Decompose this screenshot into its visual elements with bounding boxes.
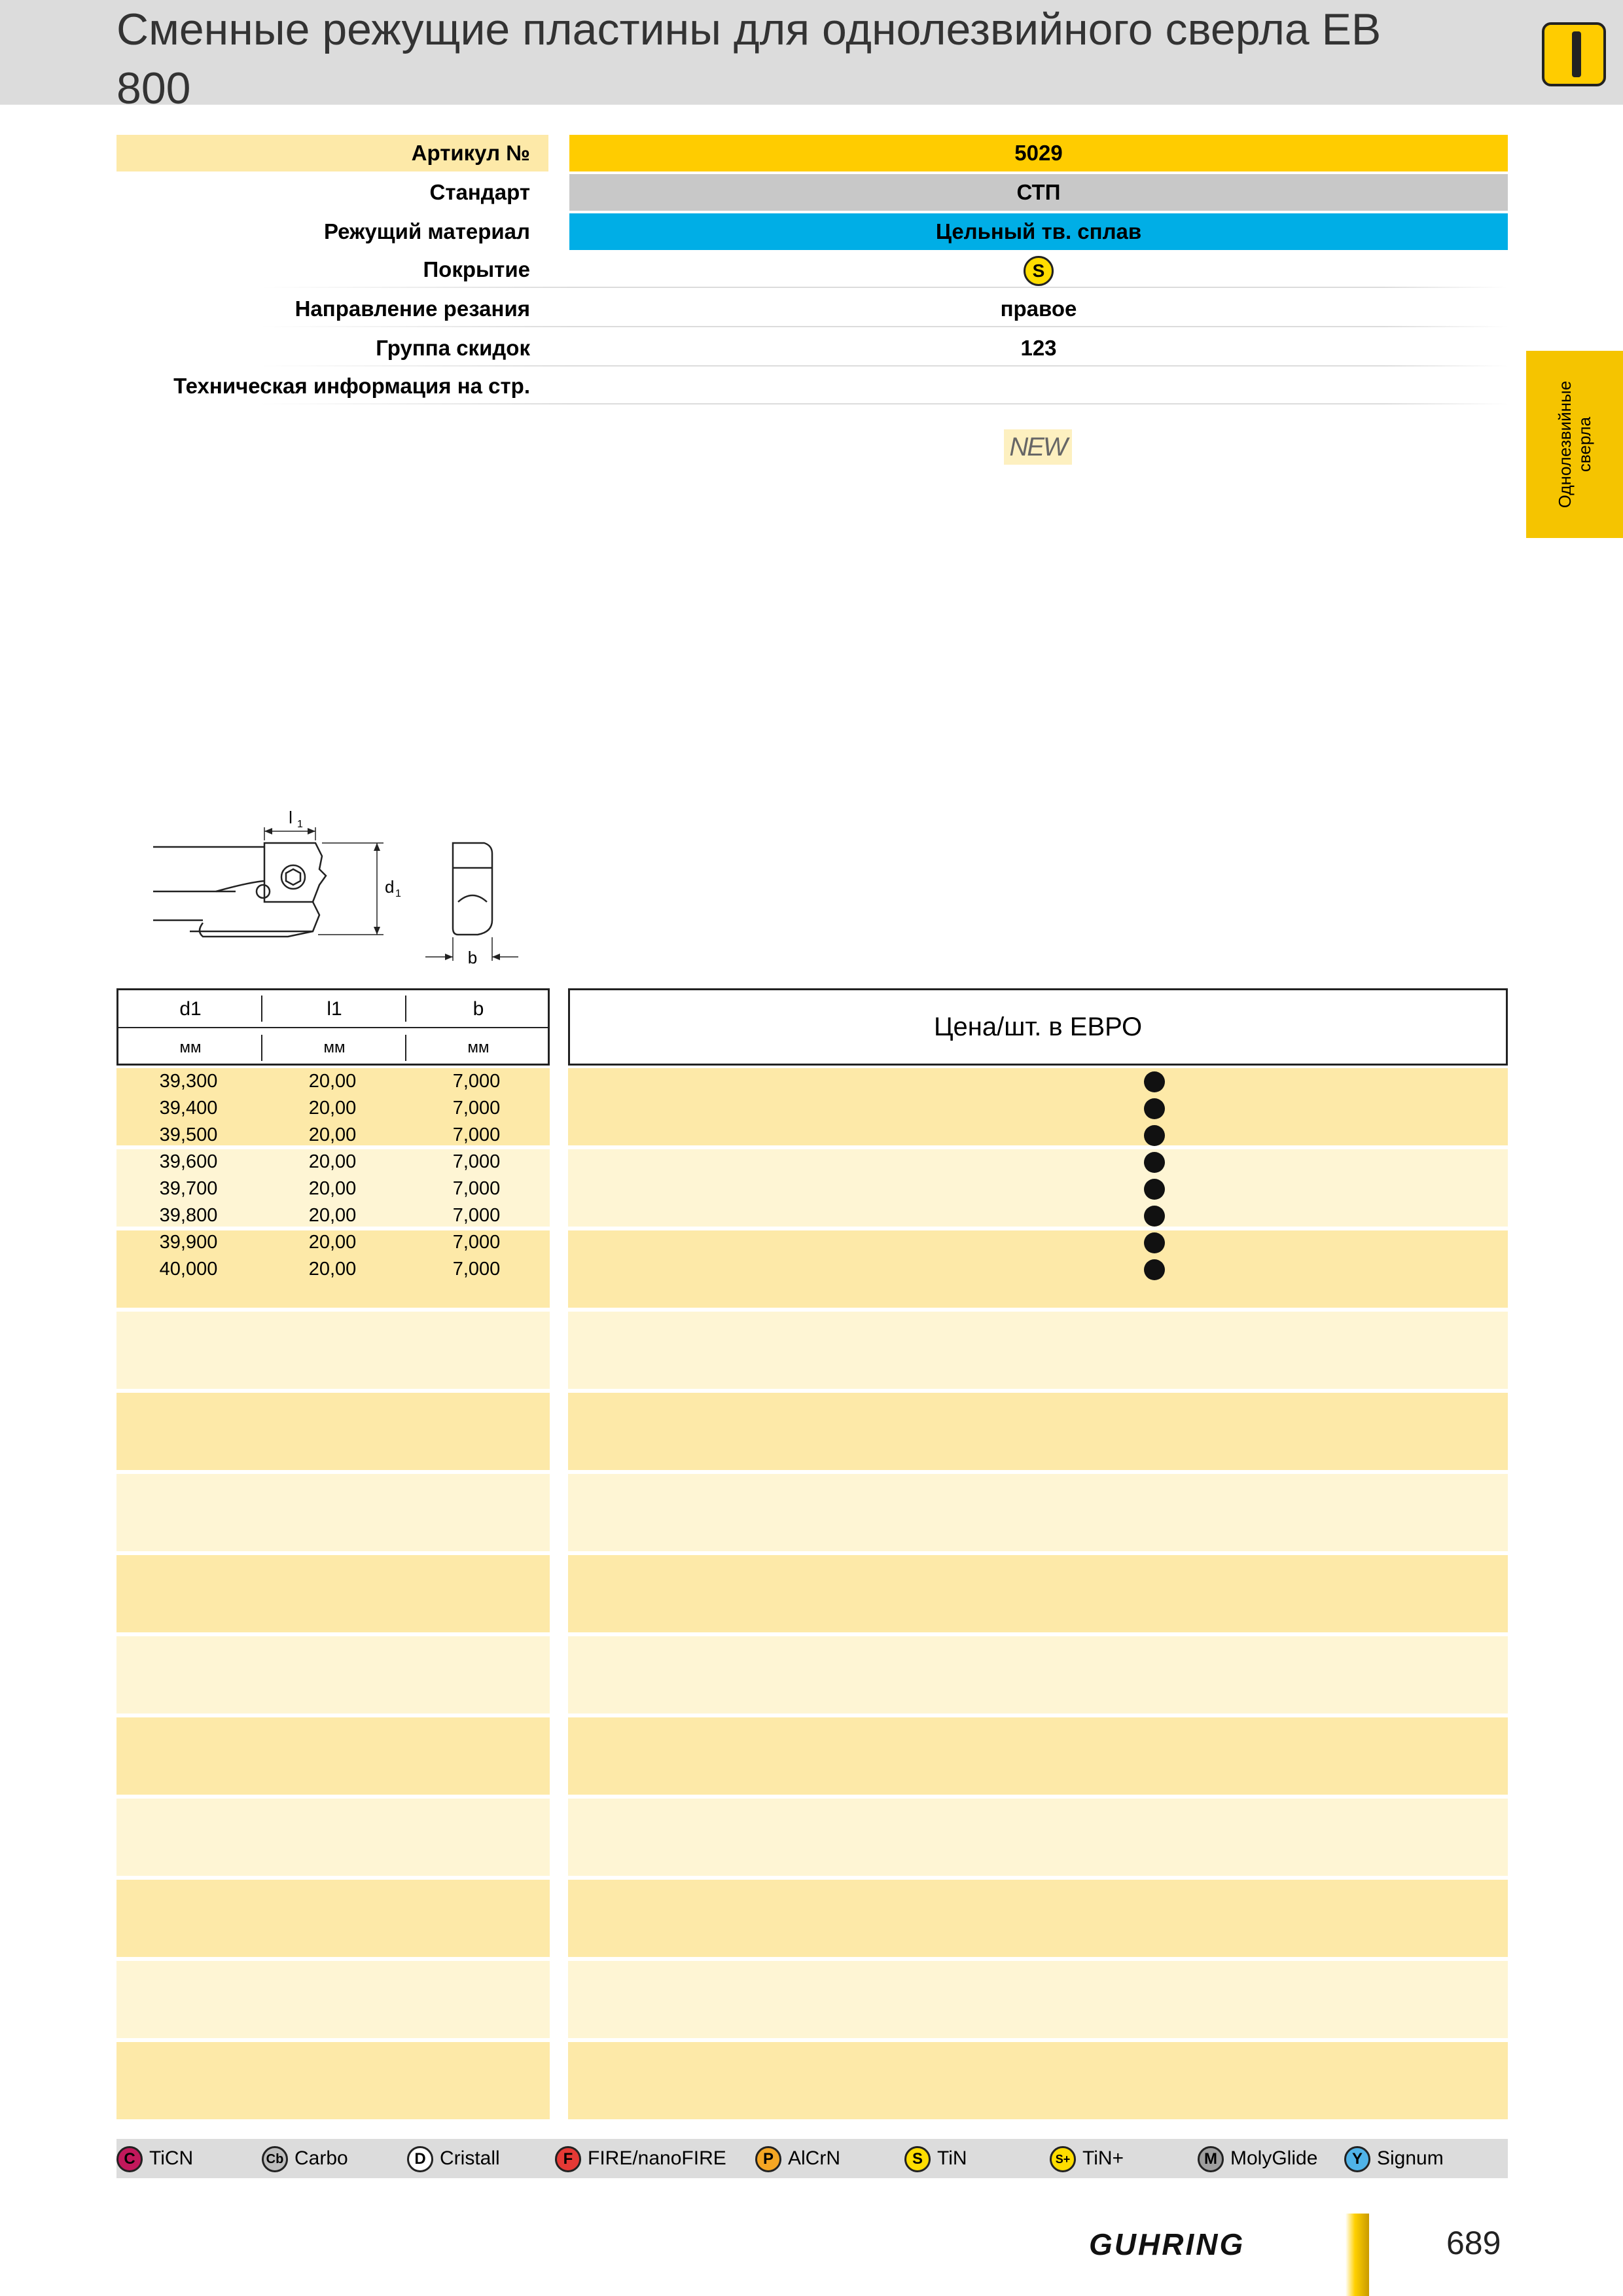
attr-row-coating — [116, 251, 1508, 288]
row-band — [568, 1717, 1508, 1795]
legend-item-alcrn — [755, 2139, 840, 2178]
divider — [261, 996, 262, 1022]
cell-d1: 39,700 — [159, 1178, 218, 1199]
cell-l1: 20,00 — [308, 1205, 357, 1226]
row-band — [116, 1717, 550, 1795]
row-band — [116, 1393, 550, 1470]
legend-label: MolyGlide — [1230, 2147, 1318, 2169]
legend-item-fire — [555, 2139, 726, 2178]
attr-label: Артикул № — [116, 135, 548, 171]
unit-b: мм — [467, 1039, 490, 1056]
divider — [260, 326, 1508, 327]
unit-l1: мм — [323, 1039, 346, 1056]
header-l1: l1 — [327, 998, 342, 1020]
row-band — [116, 1961, 550, 2038]
b-label: b — [467, 948, 478, 967]
availability-dot — [1144, 1098, 1165, 1119]
attr-row-material — [116, 213, 1508, 250]
row-band — [568, 2042, 1508, 2119]
coating-legend — [116, 2139, 1508, 2178]
legend-item-signum — [1344, 2139, 1444, 2178]
header-b: b — [473, 998, 484, 1020]
insert-drawing — [151, 804, 530, 980]
row-band — [116, 1880, 550, 1957]
attr-value: СТП — [569, 174, 1508, 211]
attr-row-techinfo — [116, 368, 1508, 404]
table-row[interactable] — [116, 1068, 1508, 1095]
page-number: 689 — [1446, 2225, 1501, 2261]
table-row[interactable] — [116, 1202, 1508, 1229]
cell-d1: 39,400 — [159, 1098, 218, 1119]
divider — [260, 287, 1508, 288]
cell-b: 7,000 — [452, 1098, 501, 1119]
l1-label: l — [289, 808, 293, 827]
legend-label: AlCrN — [788, 2147, 840, 2169]
attr-row-standard — [116, 174, 1508, 211]
dimension-header — [116, 988, 550, 1066]
row-band — [116, 2042, 550, 2119]
table-row[interactable] — [116, 1149, 1508, 1175]
coating-m-icon: M — [1198, 2146, 1224, 2172]
attr-label: Режущий материал — [323, 219, 530, 243]
price-header: Цена/шт. в ЕВРО — [568, 988, 1508, 1066]
divider — [118, 1027, 548, 1028]
row-band — [568, 1880, 1508, 1957]
cell-b: 7,000 — [452, 1151, 501, 1172]
row-band — [568, 1474, 1508, 1551]
row-band — [568, 1312, 1508, 1389]
attr-row-article — [116, 135, 1508, 171]
divider — [261, 1035, 262, 1061]
legend-label: Carbo — [294, 2147, 348, 2169]
availability-dot — [1144, 1152, 1165, 1173]
cell-b: 7,000 — [452, 1232, 501, 1253]
attr-label: Покрытие — [423, 257, 530, 281]
cell-d1: 39,500 — [159, 1124, 218, 1145]
row-band — [116, 1799, 550, 1876]
cell-l1: 20,00 — [308, 1124, 357, 1145]
drill-icon — [1542, 22, 1606, 86]
table-row[interactable] — [116, 1229, 1508, 1256]
table-row[interactable] — [116, 1122, 1508, 1149]
availability-dot — [1144, 1259, 1165, 1280]
brand-bar — [1346, 2214, 1369, 2296]
row-band — [568, 1799, 1508, 1876]
coating-p-icon: P — [755, 2146, 781, 2172]
cell-b: 7,000 — [452, 1071, 501, 1092]
coating-s-icon: S — [904, 2146, 931, 2172]
header-d1: d1 — [179, 998, 202, 1020]
table-row[interactable] — [116, 1256, 1508, 1283]
d1-sub: 1 — [395, 888, 401, 899]
availability-dot — [1144, 1071, 1165, 1092]
cell-b: 7,000 — [452, 1124, 501, 1145]
legend-item-tin-plus — [1050, 2139, 1124, 2178]
legend-label: TiCN — [149, 2147, 194, 2169]
cell-b: 7,000 — [452, 1259, 501, 1280]
cell-d1: 39,800 — [159, 1205, 218, 1226]
side-tab-label: Однолезвийные сверла — [1555, 380, 1594, 509]
legend-label: Cristall — [440, 2147, 500, 2169]
legend-label: Signum — [1377, 2147, 1444, 2169]
attr-value: 123 — [1020, 336, 1057, 360]
legend-label: FIRE/nanoFIRE — [588, 2147, 726, 2169]
cell-l1: 20,00 — [308, 1071, 357, 1092]
row-band — [116, 1474, 550, 1551]
table-row[interactable] — [116, 1095, 1508, 1122]
d1-label: d — [385, 877, 395, 897]
unit-d1: мм — [179, 1039, 202, 1056]
cell-d1: 40,000 — [159, 1259, 218, 1280]
divider — [260, 403, 1508, 404]
attr-row-direction — [116, 291, 1508, 327]
divider — [405, 996, 406, 1022]
cell-d1: 39,300 — [159, 1071, 218, 1092]
divider — [260, 365, 1508, 367]
legend-item-carbo — [262, 2139, 348, 2178]
attr-label: Группа скидок — [376, 336, 530, 360]
attr-label: Направление резания — [294, 296, 530, 321]
attr-value — [569, 368, 1508, 404]
legend-label: TiN — [937, 2147, 967, 2169]
table-row[interactable] — [116, 1175, 1508, 1202]
legend-item-cristall — [407, 2139, 500, 2178]
cell-b: 7,000 — [452, 1205, 501, 1226]
availability-dot — [1144, 1206, 1165, 1227]
cell-l1: 20,00 — [308, 1098, 357, 1119]
cell-l1: 20,00 — [308, 1259, 357, 1280]
row-band — [116, 1636, 550, 1713]
new-badge: NEW — [1004, 429, 1072, 465]
side-tab[interactable] — [1526, 351, 1623, 538]
coating-s-plus-icon: S+ — [1050, 2146, 1076, 2172]
cell-l1: 20,00 — [308, 1151, 357, 1172]
l1-sub: 1 — [297, 819, 303, 830]
row-band — [116, 1555, 550, 1632]
row-band — [568, 1555, 1508, 1632]
page-header — [0, 0, 1623, 113]
attr-value: правое — [1000, 296, 1077, 321]
brand-logo: GUHRING — [1089, 2227, 1245, 2261]
availability-dot — [1144, 1125, 1165, 1146]
legend-item-tin — [904, 2139, 967, 2178]
coating-tin-badge: S — [1024, 256, 1054, 286]
attr-label: Техническая информация на стр. — [173, 374, 530, 398]
coating-c-icon: C — [116, 2146, 143, 2172]
attr-value — [569, 251, 1508, 288]
coating-f-icon: F — [555, 2146, 581, 2172]
attr-label: Стандарт — [429, 180, 530, 204]
row-band — [116, 1312, 550, 1389]
coating-y-icon: Y — [1344, 2146, 1370, 2172]
legend-item-molyglide — [1198, 2139, 1317, 2178]
attr-value: Цельный тв. сплав — [569, 213, 1508, 250]
divider — [405, 1035, 406, 1061]
cell-b: 7,000 — [452, 1178, 501, 1199]
availability-dot — [1144, 1232, 1165, 1253]
cell-d1: 39,900 — [159, 1232, 218, 1253]
availability-dot — [1144, 1179, 1165, 1200]
row-band — [568, 1636, 1508, 1713]
cell-l1: 20,00 — [308, 1232, 357, 1253]
coating-cb-icon: Cb — [262, 2146, 288, 2172]
row-band — [568, 1961, 1508, 2038]
attr-value: 5029 — [569, 135, 1508, 171]
page-title: Сменные режущие пластины для однолезвийного сверла EB 800 — [116, 5, 1382, 113]
cell-d1: 39,600 — [159, 1151, 218, 1172]
row-band — [568, 1393, 1508, 1470]
coating-d-icon: D — [407, 2146, 433, 2172]
attr-row-discount — [116, 330, 1508, 367]
cell-l1: 20,00 — [308, 1178, 357, 1199]
legend-label: TiN+ — [1082, 2147, 1124, 2169]
legend-item-ticn — [116, 2139, 193, 2178]
